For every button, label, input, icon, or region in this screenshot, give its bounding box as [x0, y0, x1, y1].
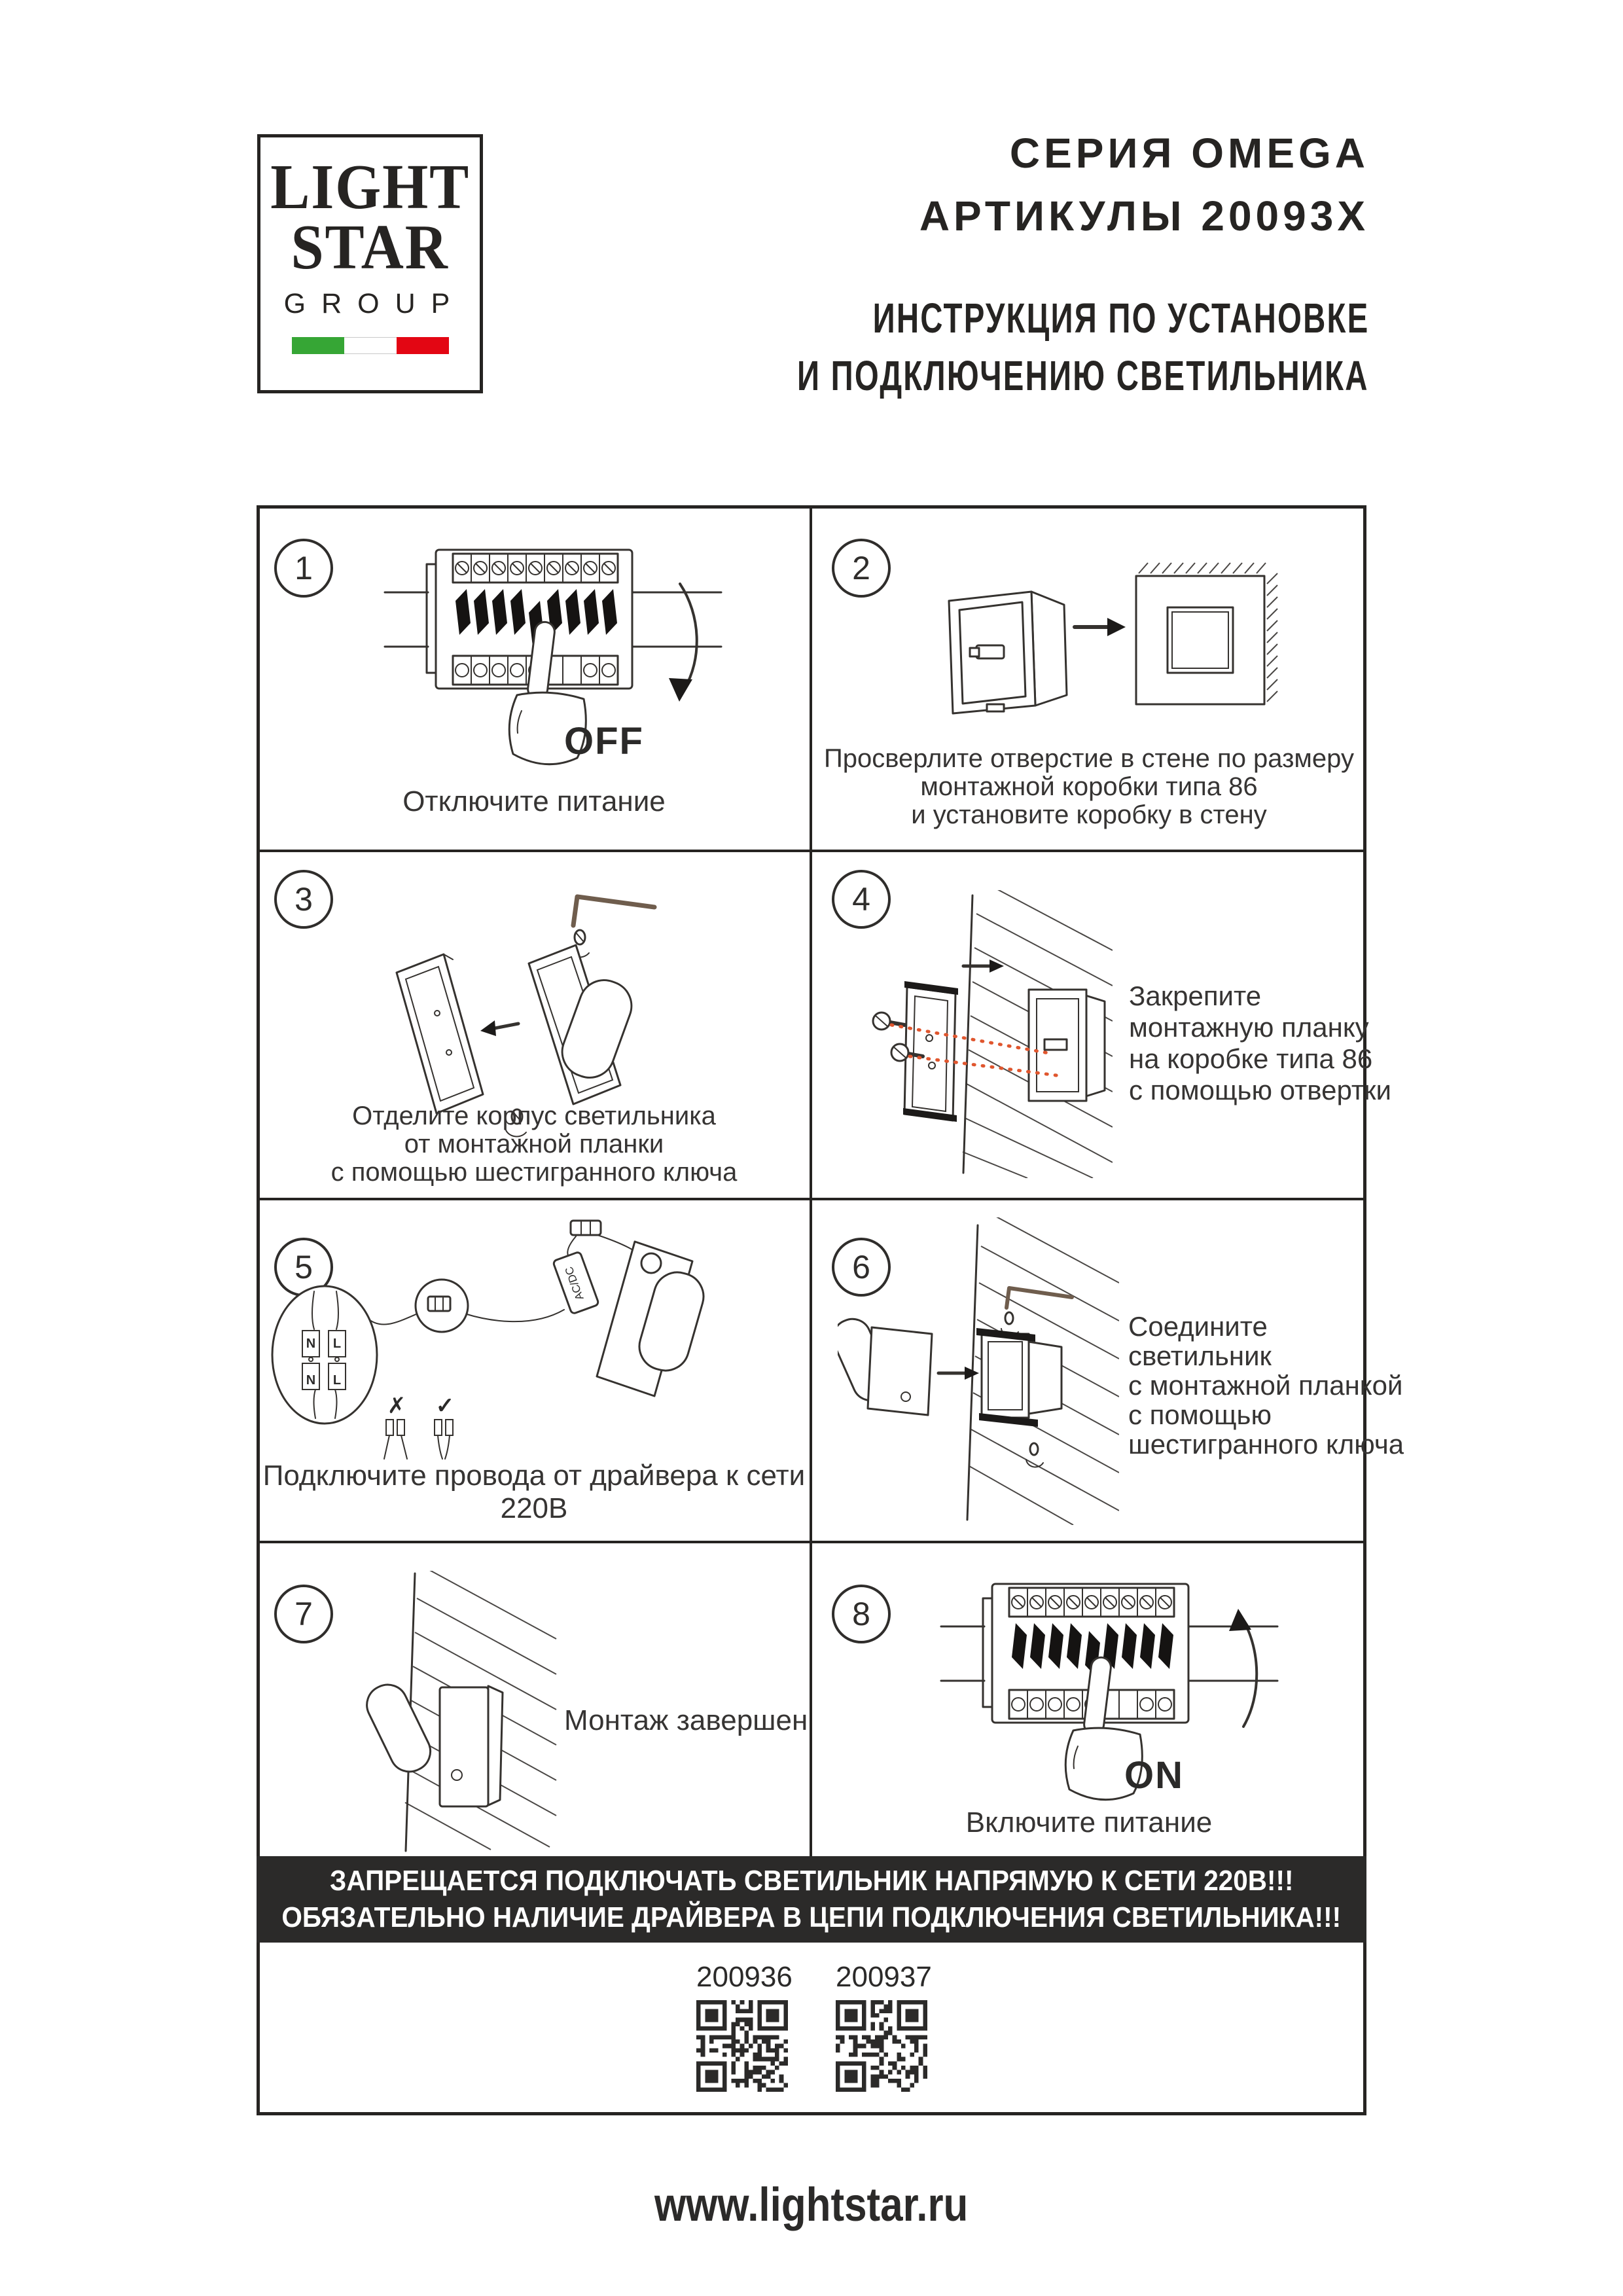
wrong-connection-icon — [384, 1393, 407, 1459]
qr-code-200937 — [836, 2000, 927, 2092]
fix-plate-on-box-figure — [844, 890, 1113, 1178]
junction-magnifier-small — [416, 1280, 468, 1332]
mounting-plate-icon — [397, 954, 483, 1113]
grid-row-divider-2 — [257, 1198, 1366, 1200]
footer-url: www.lightstar.ru — [654, 2179, 969, 2231]
step-2-caption: Просверлите отверстие в стене по размеру монтажной коробки типа 86 и установите коробку в стену — [824, 744, 1354, 829]
terminal-magnifier-icon — [272, 1286, 377, 1424]
circuit-breaker-icon — [941, 1584, 1277, 1723]
step-7-number-badge: 7 — [274, 1585, 333, 1643]
lamp-body-icon — [597, 1242, 709, 1396]
step-8-caption: Включите питание — [965, 1806, 1213, 1839]
step-2-number-badge: 2 — [832, 539, 891, 598]
step-4-number-badge: 4 — [832, 870, 891, 929]
warning-banner — [257, 1856, 1366, 1943]
step-8-number-badge: 8 — [832, 1585, 891, 1643]
step-5-number-badge: 5 — [274, 1238, 333, 1297]
mounting-plate-icon — [903, 981, 958, 1122]
step-5-caption: Подключите провода от драйвера к сети 220В — [262, 1460, 806, 1524]
hex-key-icon — [1007, 1288, 1072, 1308]
on-label: ON — [1124, 1754, 1184, 1797]
svg-text:N: N — [306, 1336, 316, 1351]
flag-red-segment — [397, 337, 449, 354]
circuit-breaker-icon — [385, 550, 721, 689]
hex-key-icon — [573, 897, 654, 925]
wall-with-hole-icon — [1136, 563, 1277, 704]
article-number-1: 200936 — [696, 1961, 793, 1993]
instruction-title — [596, 289, 1369, 404]
driver-wiring-figure — [268, 1214, 798, 1489]
arrow-down-icon — [669, 584, 697, 702]
lightstar-logo — [257, 134, 483, 393]
logo-word-light: LIGHT — [270, 152, 470, 223]
svg-text:✗: ✗ — [387, 1393, 406, 1418]
wires — [366, 1235, 648, 1325]
grid-row-divider-3 — [257, 1541, 1366, 1543]
screw-bottom-icon — [1026, 1443, 1043, 1467]
step-4-caption: Закрепите монтажную планку на коробке типа 86 с помощью отвертки — [1129, 980, 1391, 1105]
flag-white-segment — [344, 337, 397, 354]
breaker-panel-on-figure — [916, 1558, 1335, 1820]
step-1-number-badge: 1 — [274, 539, 333, 598]
logo-word-star: STAR — [291, 212, 450, 283]
step-1-caption: Отключите питание — [402, 785, 666, 817]
title-line-1: ИНСТРУКЦИЯ ПО УСТАНОВКЕ — [872, 295, 1369, 342]
step-7-caption: Монтаж завершен — [564, 1704, 808, 1736]
qr-code-200936 — [696, 2000, 788, 2092]
title-line-2: И ПОДКЛЮЧЕНИЮ СВЕТИЛЬНИКА — [797, 352, 1369, 399]
series-heading — [919, 122, 1369, 247]
italian-flag-bar — [292, 337, 449, 354]
wall-edge — [963, 895, 972, 1173]
mounting-box-wall-figure — [903, 550, 1309, 746]
lamp-body-icon — [838, 1313, 932, 1415]
lamp-body-icon — [529, 945, 639, 1104]
attach-lamp-figure — [838, 1217, 1119, 1525]
step-6-caption: Соедините светильник с монтажной планкой с помощью шестигранного ключа — [1128, 1311, 1404, 1460]
svg-text:AC/DC: AC/DC — [562, 1265, 586, 1302]
correct-connection-icon — [435, 1393, 454, 1459]
svg-text:✓: ✓ — [435, 1393, 455, 1418]
warning-line-1: ЗАПРЕЩАЕТСЯ ПОДКЛЮЧАТЬ СВЕТИЛЬНИК НАПРЯМУЮ К СЕТИ 220В!!! — [329, 1865, 1294, 1897]
svg-text:L: L — [332, 1336, 342, 1351]
lamp-on-wall-icon — [361, 1678, 503, 1806]
wall-box-icon — [1029, 990, 1105, 1101]
step-3-caption: Отделите корпус светильника от монтажной планки с помощью шестигранного ключа — [330, 1102, 738, 1187]
grid-row-divider-1 — [257, 850, 1366, 852]
step-6-number-badge: 6 — [832, 1238, 891, 1297]
logo-word-group: GROUP — [283, 288, 466, 319]
article-line: АРТИКУЛЫ 20093Х — [919, 192, 1369, 240]
svg-text:L: L — [332, 1373, 342, 1388]
mounted-lamp-figure — [294, 1571, 563, 1852]
article-number-2: 200937 — [836, 1961, 932, 1993]
flag-green-segment — [292, 337, 344, 354]
arrow-left-icon — [480, 1020, 518, 1036]
led-driver-icon — [553, 1251, 599, 1314]
warning-line-2: ОБЯЗАТЕЛЬНО НАЛИЧИЕ ДРАЙВЕРА В ЦЕПИ ПОДКЛЮЧЕНИЯ СВЕТИЛЬНИКА!!! — [281, 1901, 1342, 1933]
mounting-box-icon — [949, 592, 1067, 713]
step-3-number-badge: 3 — [274, 870, 333, 929]
off-label: OFF — [564, 720, 644, 762]
arrow-right-icon — [1075, 618, 1126, 636]
plate-on-box-icon — [976, 1328, 1061, 1427]
breaker-panel-off-figure — [360, 524, 779, 785]
series-line: СЕРИЯ OMEGA — [1009, 130, 1369, 177]
svg-text:N: N — [306, 1373, 316, 1388]
mains-connector-icon — [571, 1221, 601, 1235]
